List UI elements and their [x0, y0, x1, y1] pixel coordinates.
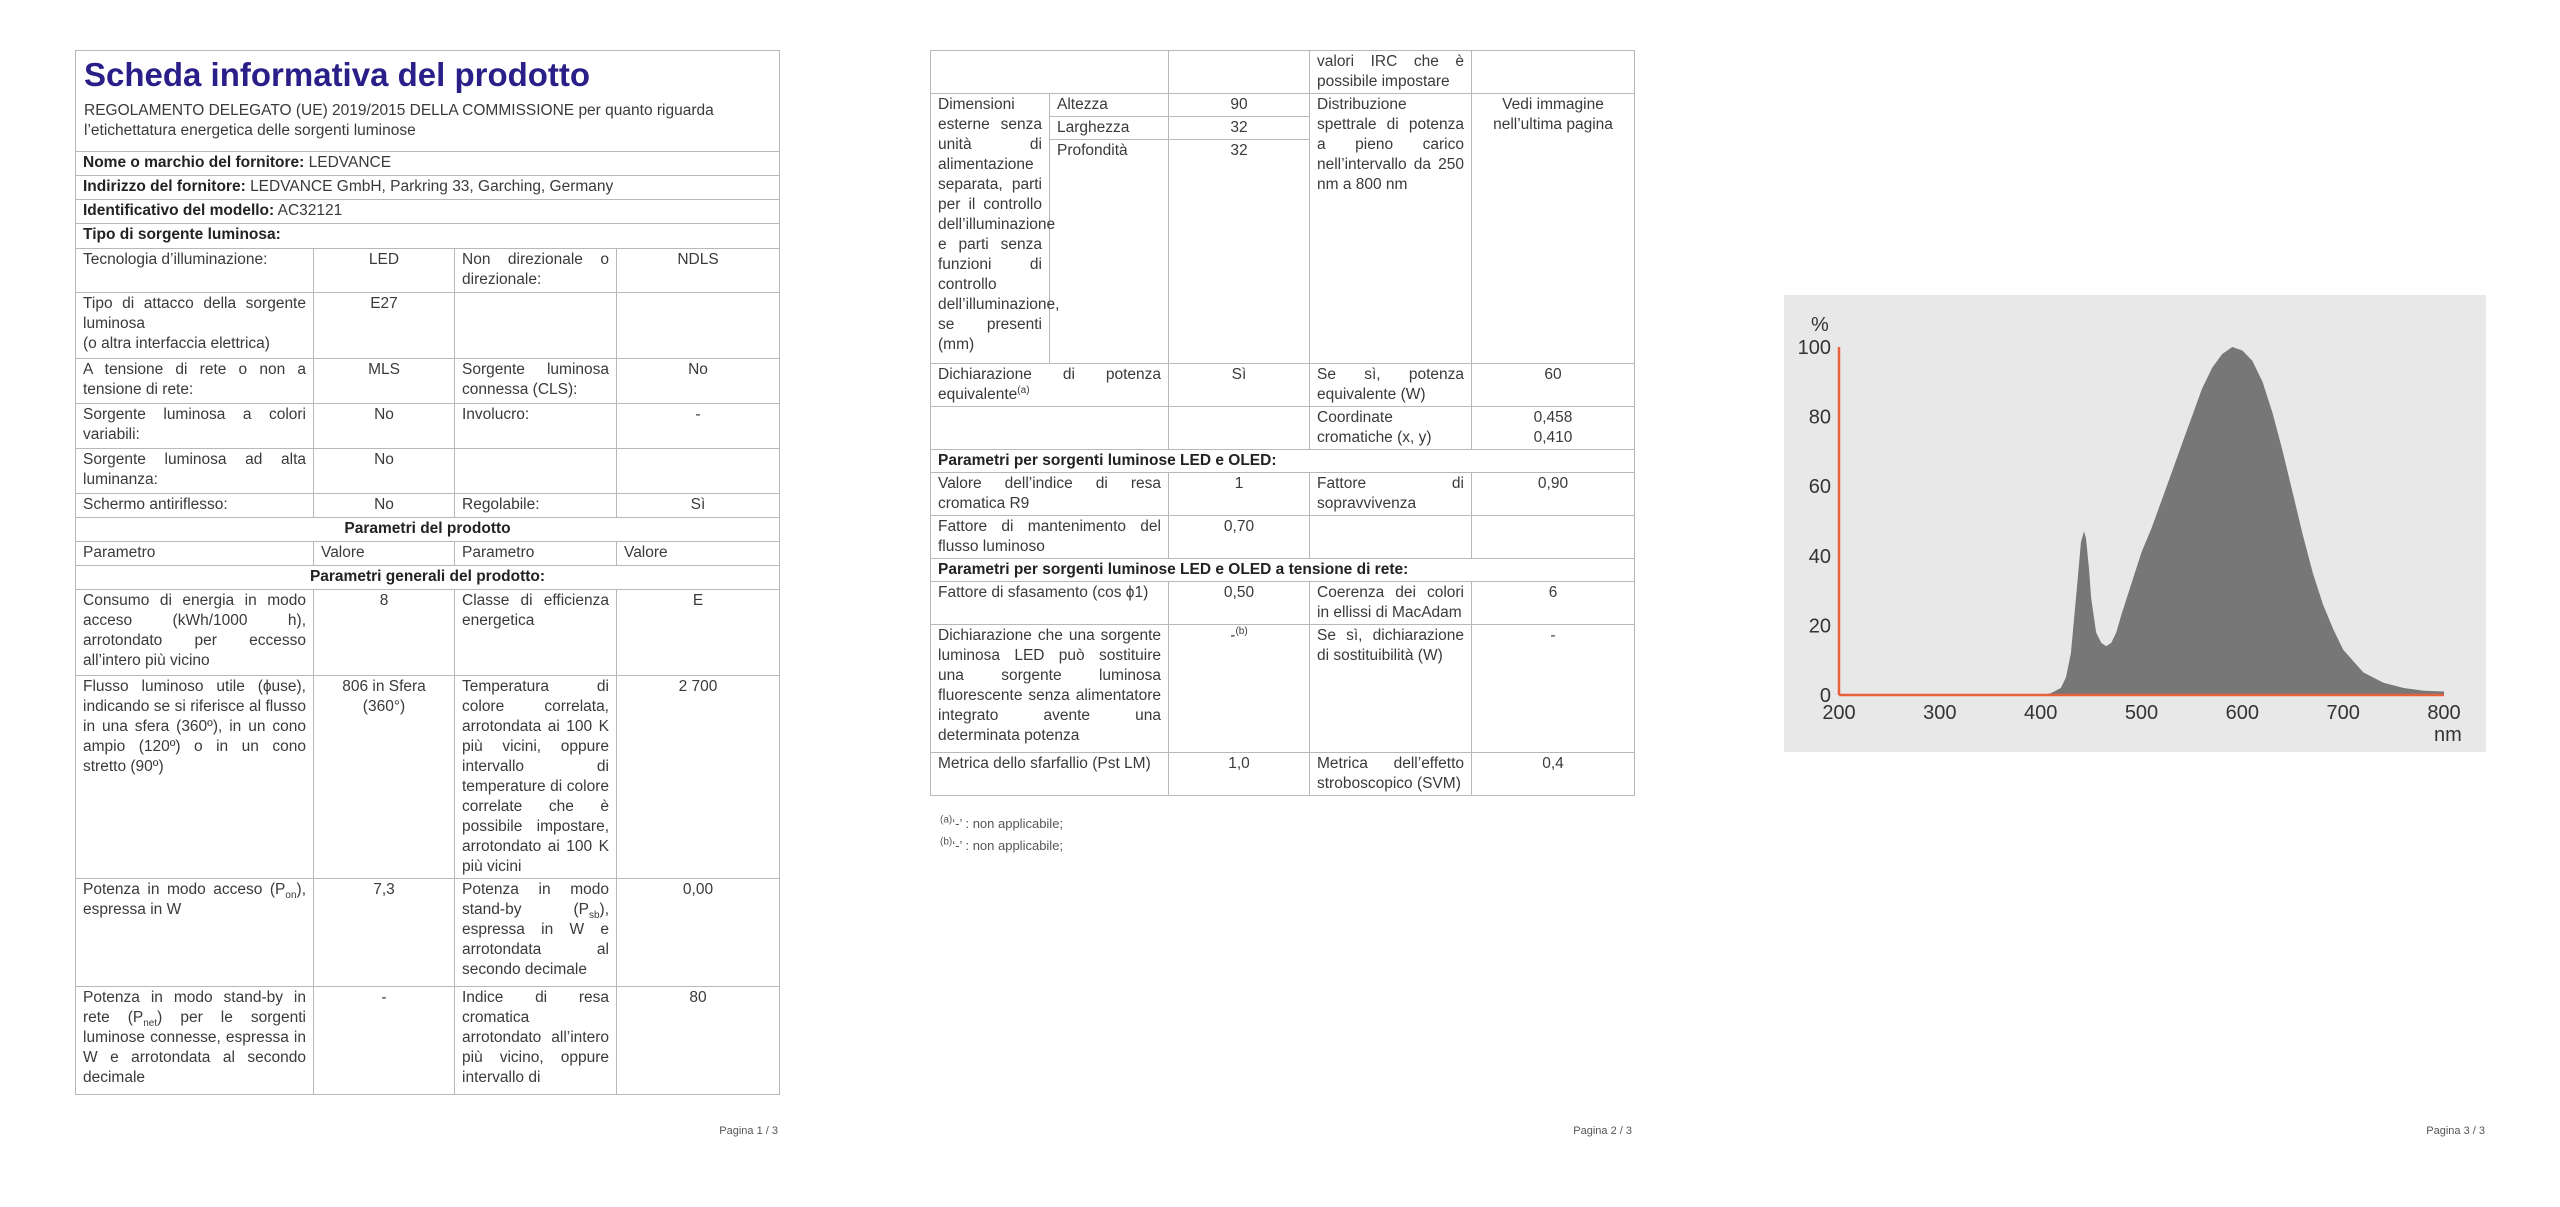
- param-cell: [76, 879, 314, 987]
- model-id-value: AC32121: [277, 202, 343, 220]
- chroma-y: 0,410: [1533, 429, 1573, 446]
- table-row: [931, 94, 1635, 117]
- x-tick-label: 800: [2427, 702, 2461, 724]
- value-cell: 1,0: [1169, 753, 1310, 796]
- param-cell: [76, 987, 314, 1095]
- value-cell: [1472, 407, 1635, 450]
- general-params-header: Parametri generali del prodotto:: [76, 566, 780, 590]
- param-text: Dichiarazione di potenza equivalente: [938, 366, 1161, 403]
- param-cell: Coerenza dei colori in ellissi di MacAdam: [1310, 582, 1472, 625]
- param-text: ), espressa in W: [83, 881, 306, 919]
- value-cell: E27: [314, 293, 455, 359]
- product-params-header: Parametri del prodotto: [76, 518, 780, 542]
- param-text: Tipo di attacco della sorgente luminosa: [83, 295, 306, 333]
- value-cell: 0,50: [1169, 582, 1310, 625]
- param-cell: [455, 449, 617, 494]
- footnote-marker: (b): [940, 836, 953, 848]
- param-cell: Metrica dello sfarfallio (Pst LM): [931, 753, 1169, 796]
- value-cell: E: [617, 590, 780, 676]
- table-row: [931, 753, 1635, 796]
- param-cell: Valore dell’indice di resa cromatica R9: [931, 473, 1169, 516]
- regulation-subtitle: REGOLAMENTO DELEGATO (UE) 2019/2015 DELLA COMMISSIONE per quanto riguarda l’etichettatura energetica delle sorgenti luminose: [84, 102, 714, 139]
- dimension-name: Profondità: [1050, 140, 1169, 364]
- product-info-table-continued: [930, 50, 1635, 796]
- value-text: -: [1230, 627, 1236, 644]
- x-tick-label: 400: [2023, 702, 2058, 724]
- table-row: [76, 676, 780, 879]
- value-cell: 0,00: [617, 879, 780, 987]
- table-row: [76, 590, 780, 676]
- footnote-marker: (a): [1017, 384, 1030, 396]
- param-cell: Indice di resa cromatica arrotondato all’intero più vicino, oppure intervallo di: [455, 987, 617, 1095]
- empty-cell: [1169, 407, 1310, 450]
- model-id-label: Identificativo del modello:: [83, 202, 275, 220]
- param-cell: Se sì, dichiarazione di sostituibilità (W): [1310, 625, 1472, 753]
- table-row: [76, 879, 780, 987]
- y-tick-label: 0: [1819, 685, 1831, 707]
- param-text: ), espressa in W e arrotondata al secondo decimale: [462, 901, 609, 979]
- column-header-row: [76, 542, 780, 566]
- table-row: [76, 293, 780, 359]
- table-row: [931, 516, 1635, 559]
- param-text: Potenza in modo stand-by (P: [462, 881, 609, 919]
- param-cell: Metrica dell’effetto stroboscopico (SVM): [1310, 753, 1472, 796]
- x-axis-label: nm: [2434, 724, 2462, 746]
- param-cell: Fattore di sopravvivenza: [1310, 473, 1472, 516]
- y-tick-label: 40: [1808, 545, 1831, 568]
- param-cell: Temperatura di colore correlata, arrotondata ai 100 K più vicini, oppure intervallo di temperature di colore correlate che è possibile impostare, arrotondato ai 100 K più vicini: [455, 676, 617, 879]
- table-row: [76, 987, 780, 1095]
- dimension-value: 32: [1169, 117, 1310, 140]
- page-number: Pagina 1 / 3: [719, 1125, 778, 1137]
- param-text-note: (o altra interfaccia elettrica): [83, 335, 270, 353]
- y-tick-label: 20: [1808, 615, 1831, 638]
- table-row: [76, 404, 780, 449]
- value-cell: MLS: [314, 359, 455, 404]
- led-mains-params-header: Parametri per sorgenti luminose LED e OLED a tensione di rete:: [931, 559, 1635, 582]
- subscript: on: [285, 890, 297, 902]
- chroma-x: 0,458: [1533, 409, 1573, 426]
- model-id-row: [76, 200, 780, 224]
- value-cell: -: [617, 404, 780, 449]
- page-title: Scheda informativa del prodotto: [84, 56, 591, 93]
- param-cell: Classe di efficienza energetica: [455, 590, 617, 676]
- empty-cell: [931, 407, 1169, 450]
- subscript: net: [143, 1018, 158, 1030]
- param-cell: Schermo antiriflesso:: [76, 494, 314, 518]
- column-header: Valore: [617, 542, 780, 566]
- param-cell: Involucro:: [455, 404, 617, 449]
- y-tick-label: 80: [1808, 406, 1831, 429]
- x-tick-label: 600: [2225, 702, 2260, 724]
- table-row: [931, 473, 1635, 516]
- param-cell: Non direzionale o direzionale:: [455, 248, 617, 293]
- light-source-type-header: Tipo di sorgente luminosa:: [76, 224, 780, 248]
- supplier-address-label: Indirizzo del fornitore:: [83, 178, 246, 196]
- column-header: Parametro: [76, 542, 314, 566]
- dimensions-label: Dimensioni esterne senza unità di alimentazione separata, parti per il controllo dell’illuminazione e parti senza funzioni di controllo dell’illuminazione, se presenti (mm): [931, 94, 1050, 364]
- column-header: Valore: [314, 542, 455, 566]
- y-tick-label: 60: [1808, 476, 1831, 499]
- param-text: Potenza in modo stand-by in rete (P: [83, 989, 306, 1027]
- value-cell: -: [314, 987, 455, 1095]
- param-cell: Distribuzione spettrale di potenza a pieno carico nell’intervallo da 250 nm a 800 nm: [1310, 94, 1472, 364]
- value-cell: No: [314, 494, 455, 518]
- supplier-address-row: [76, 176, 780, 200]
- footnote-a: [940, 816, 1063, 831]
- value-cell: 1: [1169, 473, 1310, 516]
- value-cell: 60: [1472, 364, 1635, 407]
- param-text: ) per le sorgenti luminose connesse, espressa in W e arrotondata al secondo decimale: [83, 1009, 306, 1087]
- value-cell: NDLS: [617, 248, 780, 293]
- param-cell: [931, 364, 1169, 407]
- y-axis-label: %: [1811, 314, 1829, 336]
- param-cell: [455, 879, 617, 987]
- value-cell: 2 700: [617, 676, 780, 879]
- page-1: [0, 0, 853, 1207]
- page-number: Pagina 2 / 3: [1573, 1125, 1632, 1137]
- footnote-text: ‘-’ : non applicabile;: [952, 816, 1064, 831]
- table-row: [76, 248, 780, 293]
- supplier-name-value: LEDVANCE: [308, 154, 392, 172]
- x-tick-label: 500: [2124, 702, 2159, 724]
- table-row: [931, 625, 1635, 753]
- value-cell: [617, 293, 780, 359]
- param-cell: Fattore di mantenimento del flusso luminoso: [931, 516, 1169, 559]
- param-cell: Dichiarazione che una sorgente luminosa LED può sostituire una sorgente luminosa fluorescente senza alimentatore integrato avente una determinata potenza: [931, 625, 1169, 753]
- dimension-value: 90: [1169, 94, 1310, 117]
- table-row: [76, 494, 780, 518]
- value-cell: No: [617, 359, 780, 404]
- value-cell: 80: [617, 987, 780, 1095]
- param-cell: Sorgente luminosa a colori variabili:: [76, 404, 314, 449]
- table-row: [931, 364, 1635, 407]
- value-cell: LED: [314, 248, 455, 293]
- param-cell: Flusso luminoso utile (ϕuse), indicando se si riferisce al flusso in una sfera (360º), in un cono ampio (120º) o in un cono stretto (90º): [76, 676, 314, 879]
- subscript: sb: [588, 910, 600, 922]
- value-cell: Vedi immagine nell’ultima pagina: [1472, 94, 1635, 364]
- empty-cell: [931, 51, 1169, 94]
- dimension-name: Larghezza: [1050, 117, 1169, 140]
- x-tick-label: 200: [1822, 702, 1856, 724]
- value-cell: 0,90: [1472, 473, 1635, 516]
- value-cell: Sì: [1169, 364, 1310, 407]
- param-cell: A tensione di rete o non a tensione di rete:: [76, 359, 314, 404]
- param-cell: Coordinate cromatiche (x, y): [1310, 407, 1472, 450]
- param-cell: Regolabile:: [455, 494, 617, 518]
- param-cell: Fattore di sfasamento (cos ϕ1): [931, 582, 1169, 625]
- table-row: [931, 582, 1635, 625]
- param-cell: Tecnologia d’illuminazione:: [76, 248, 314, 293]
- value-cell: -: [1472, 625, 1635, 753]
- x-tick-label: 700: [2326, 702, 2360, 724]
- table-row: [931, 51, 1635, 94]
- value-cell: 806 in Sfera (360°): [314, 676, 455, 879]
- value-cell: 7,3: [314, 879, 455, 987]
- empty-cell: [1169, 51, 1310, 94]
- footnote-marker: (b): [1235, 625, 1248, 637]
- table-row: [931, 407, 1635, 450]
- value-cell: 8: [314, 590, 455, 676]
- param-cell: [455, 293, 617, 359]
- table-row: [76, 449, 780, 494]
- value-cell: [617, 449, 780, 494]
- dimension-value: 32: [1169, 140, 1310, 364]
- table-row: [76, 359, 780, 404]
- param-cell: [76, 293, 314, 359]
- value-cell: 0,4: [1472, 753, 1635, 796]
- supplier-name-row: [76, 152, 780, 176]
- param-text: Potenza in modo acceso (P: [83, 881, 286, 899]
- led-params-header: Parametri per sorgenti luminose LED e OLED:: [931, 450, 1635, 473]
- empty-cell: [1310, 516, 1472, 559]
- y-tick-label: 100: [1797, 337, 1831, 359]
- title-cell: [76, 51, 780, 152]
- supplier-name-label: Nome o marchio del fornitore:: [83, 154, 305, 172]
- value-cell: [1169, 625, 1310, 753]
- product-info-table: [75, 50, 780, 1095]
- empty-cell: [1472, 516, 1635, 559]
- footnote-marker: (a): [940, 814, 953, 826]
- empty-cell: [1472, 51, 1635, 94]
- param-cell: Sorgente luminosa connessa (CLS):: [455, 359, 617, 404]
- footnote-b: [940, 838, 1063, 853]
- footnote-text: ‘-’ : non applicabile;: [952, 838, 1064, 853]
- param-cell: valori IRC che è possibile impostare: [1310, 51, 1472, 94]
- x-tick-label: 300: [1923, 702, 1957, 724]
- param-cell: Consumo di energia in modo acceso (kWh/1000 h), arrotondato per eccesso all’intero più vicino: [76, 590, 314, 676]
- column-header: Parametro: [455, 542, 617, 566]
- value-cell: 0,70: [1169, 516, 1310, 559]
- spectral-distribution-chart: [1784, 295, 2486, 752]
- spectrum-svg: [1784, 295, 2486, 752]
- supplier-address-value: LEDVANCE GmbH, Parkring 33, Garching, Germany: [250, 178, 614, 196]
- value-cell: Sì: [617, 494, 780, 518]
- page-number: Pagina 3 / 3: [2426, 1125, 2485, 1137]
- dimension-name: Altezza: [1050, 94, 1169, 117]
- param-cell: Sorgente luminosa ad alta luminanza:: [76, 449, 314, 494]
- value-cell: No: [314, 404, 455, 449]
- spectrum-area: [2041, 347, 2444, 695]
- value-cell: No: [314, 449, 455, 494]
- value-cell: 6: [1472, 582, 1635, 625]
- param-cell: Se sì, potenza equivalente (W): [1310, 364, 1472, 407]
